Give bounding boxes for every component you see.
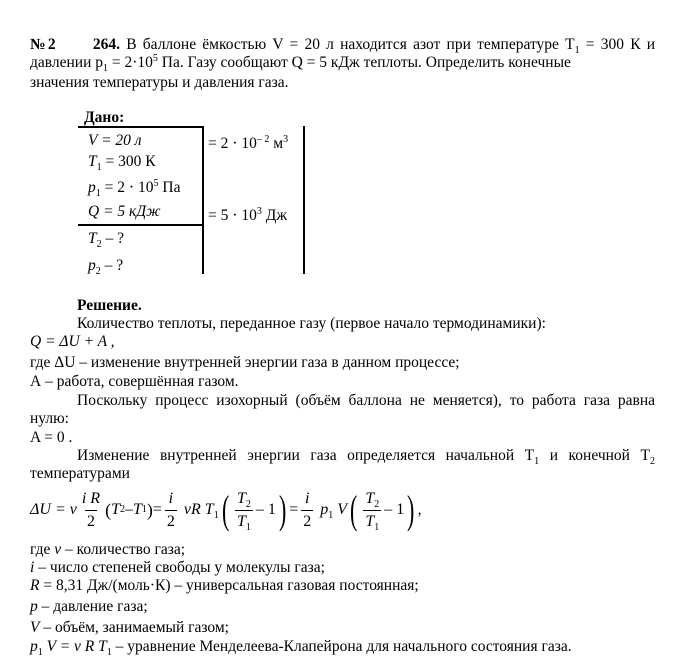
equation-work-zero: A = 0 . bbox=[30, 429, 73, 446]
given-title: Дано: bbox=[84, 109, 125, 126]
equation-first-law: Q = ΔU + A , bbox=[30, 333, 115, 350]
definition-p: p – давление газа; bbox=[30, 598, 148, 615]
solution-title: Решение. bbox=[77, 297, 142, 314]
definition-clapeyron: $p_1$ V = ν R $T_1$ – уравнение Менделеева-Клапейрона для начального состояния газа. bbox=[30, 638, 572, 659]
given-divider-left bbox=[202, 126, 204, 274]
conversion-volume: = $2 \cdot 10^{- 2}$ $м^3$ bbox=[208, 133, 289, 152]
fraction-iR-over-2: $\frac{\text{i R}}{2}$ bbox=[81, 489, 101, 530]
given-top-rule bbox=[78, 126, 202, 128]
given-pressure1: $p_1 = 2 \cdot 10^5$ Па bbox=[88, 177, 181, 200]
definition-R: R = 8,31 Дж/(моль·К) – универсальная газовая постоянная; bbox=[30, 577, 419, 594]
definition-nu: где ν – количество газа; bbox=[30, 541, 186, 558]
definition-V: V – объём, занимаемый газом; bbox=[30, 619, 229, 636]
formula-internal-energy: ΔU = ν $\frac{\text{i R}}{2}$ ( T 2 – T 1 ) = $\frac{i}{2}$ νR $T_1$ ( $\frac{T_2}{T_1}$ – 1 ) = $\frac{i}{2}$ $p_1$ V ( $\frac{T_2}{T_1}$ – 1 ) , bbox=[30, 487, 422, 533]
find-pressure2: $p_2$ – ? bbox=[88, 257, 124, 278]
given-volume: V = 20 л bbox=[88, 132, 142, 149]
definition-i: i – число степеней свободы у молекулы газа; bbox=[30, 559, 325, 576]
task-number: 264. bbox=[92, 36, 121, 53]
fraction-i-over-2: $\frac{i}{2}$ bbox=[166, 489, 175, 530]
solution-line4: Поскольку процесс изохорный (объём баллона не меняется), то работа газа равна нулю: bbox=[30, 392, 655, 427]
problem-number: №2 bbox=[30, 36, 56, 53]
fraction-T2-over-T1-b: $\frac{T_2}{T_1}$ bbox=[365, 489, 380, 533]
fraction-T2-over-T1: $\frac{T_2}{T_1}$ bbox=[237, 489, 251, 533]
given-heat: Q = 5 кДж bbox=[88, 203, 161, 220]
conversion-heat: = $5 \cdot 10^3$ Дж bbox=[208, 205, 288, 224]
find-temp2: $T_2$ – ? bbox=[88, 230, 125, 251]
solution-line5: Изменение внутренней энергии газа определяется начальной $T_1$ и конечной $T_2$ температурами bbox=[30, 447, 655, 482]
problem-line3: значения температуры и давления газа. bbox=[30, 74, 289, 91]
problem-line1: В баллоне ёмкостью V = 20 л находится азот при температуре T bbox=[120, 36, 575, 53]
given-temp1: $T_1 = 300$ К bbox=[88, 153, 156, 174]
fraction-i-over-2-b: $\frac{i}{2}$ bbox=[303, 489, 312, 530]
given-bottom-rule bbox=[78, 224, 202, 226]
solution-line1: Количество теплоты, переданное газу (первое начало термодинамики): bbox=[77, 315, 546, 332]
problem-line2: давлении p bbox=[30, 54, 104, 71]
solution-line3: А – работа, совершённая газом. bbox=[30, 373, 239, 390]
given-divider-right bbox=[303, 126, 305, 274]
problem-statement: №2 264. В баллоне ёмкостью V = 20 л находится азот при температуре $T_1 = 300$ К и давлении $p_1 = 2\cdot 10^5$ Па. Газу сообщают Q = 5 кДж теплоты. Определить конечные bbox=[30, 36, 656, 75]
solution-line2: где ΔU – изменение внутренней энергии газа в данном процессе; bbox=[30, 354, 460, 371]
